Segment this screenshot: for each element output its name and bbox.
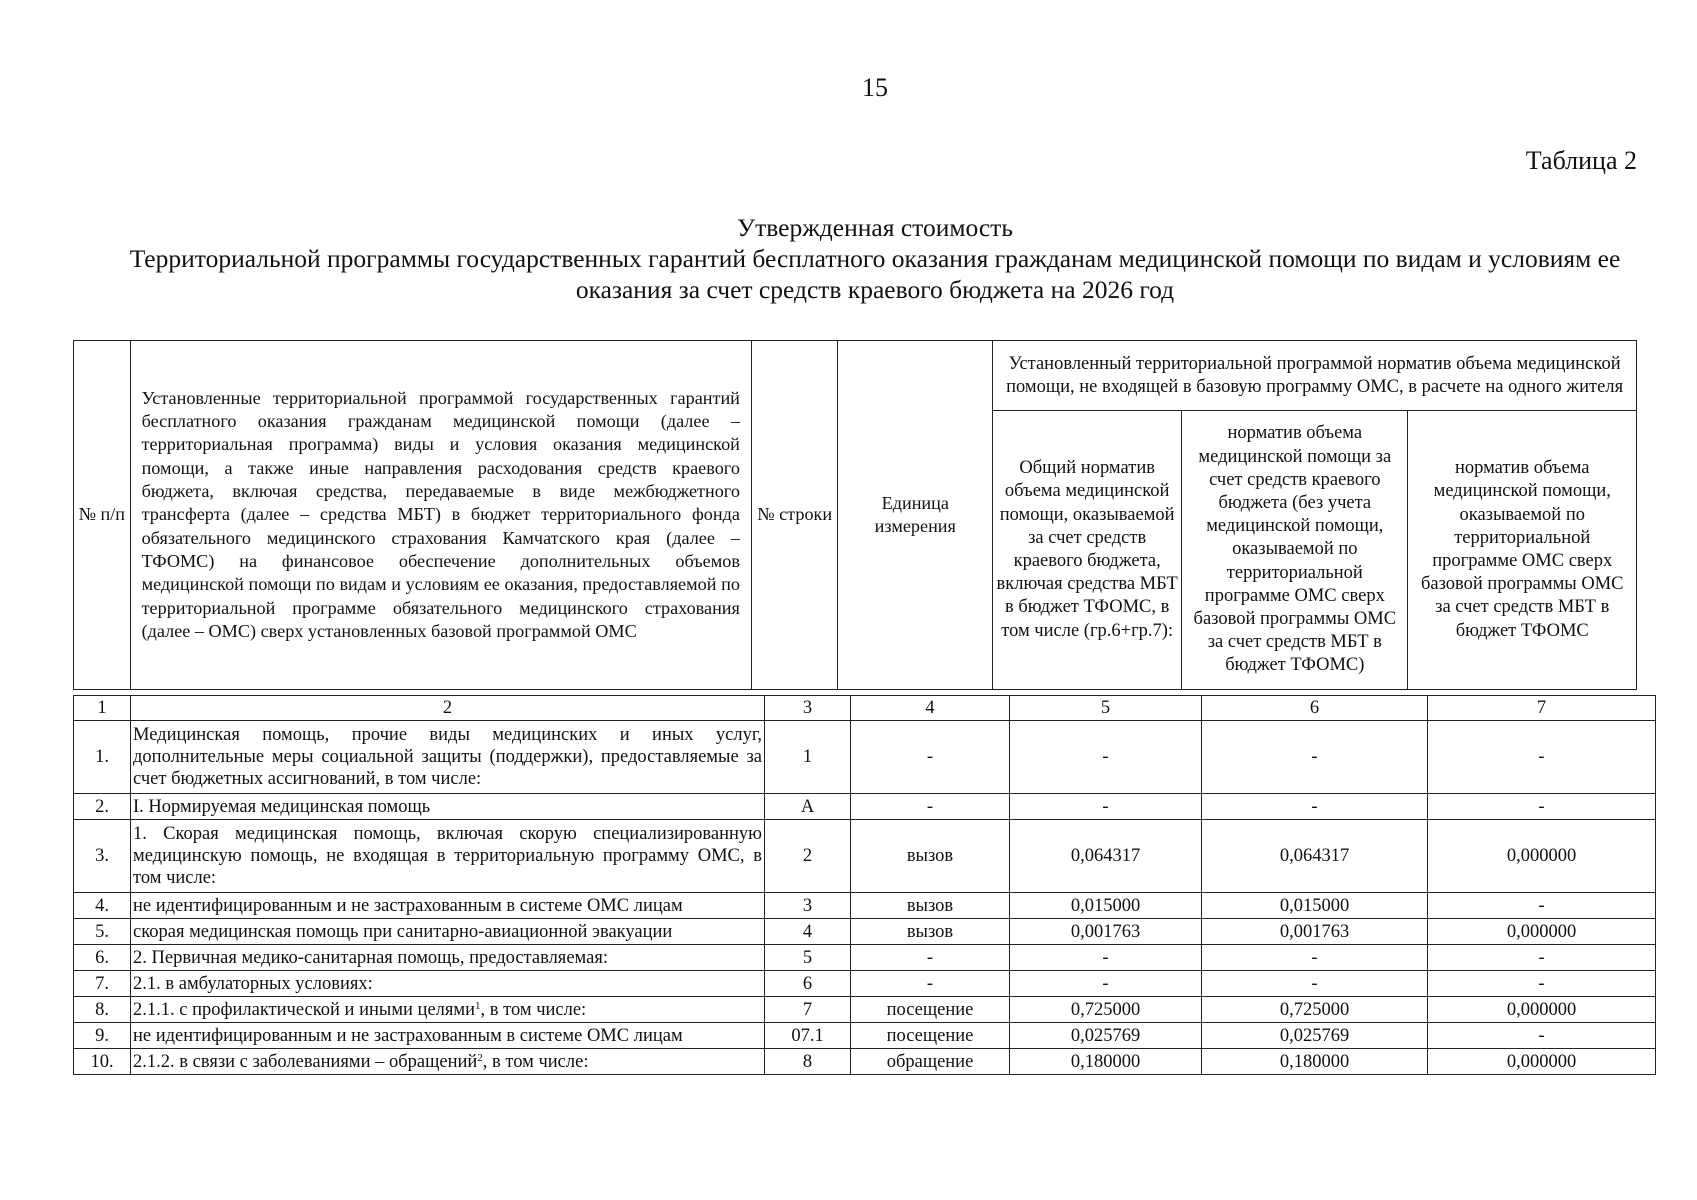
cell-unit: - bbox=[851, 971, 1010, 997]
table-row bbox=[74, 945, 1656, 971]
cell-col5: - bbox=[1010, 721, 1202, 794]
cell-num: 10. bbox=[74, 1049, 131, 1075]
cell-unit: - bbox=[851, 945, 1010, 971]
cell-num: 3. bbox=[74, 820, 131, 893]
cell-line: 1 bbox=[765, 721, 851, 794]
cell-line: 7 bbox=[765, 997, 851, 1023]
cell-col5: - bbox=[1010, 971, 1202, 997]
column-number: 6 bbox=[1202, 696, 1428, 721]
header-col-5: Общий норматив объема медицинской помощи, оказываемой за счет средств краевого бюджета, включая средства МБТ в бюджет ТФОМС, в том числе (гр.6+гр.7): bbox=[993, 411, 1182, 690]
cell-num: 1. bbox=[74, 721, 131, 794]
column-number: 5 bbox=[1010, 696, 1202, 721]
cell-col5: 0,001763 bbox=[1010, 919, 1202, 945]
cell-name bbox=[131, 997, 765, 1023]
header-col-unit: Единица измерения bbox=[838, 341, 993, 690]
table-row bbox=[74, 919, 1656, 945]
cell-name: I. Нормируемая медицинская помощь bbox=[131, 794, 765, 820]
cell-name: 2. Первичная медико-санитарная помощь, предоставляемая: bbox=[131, 945, 765, 971]
cell-name: не идентифицированным и не застрахованным в системе ОМС лицам bbox=[131, 893, 765, 919]
title-line-1: Утвержденная стоимость bbox=[737, 213, 1013, 242]
cell-name-tail: , в том числе: bbox=[482, 1051, 589, 1072]
table-row bbox=[74, 971, 1656, 997]
table-row bbox=[74, 1023, 1656, 1049]
cell-col7: 0,000000 bbox=[1428, 997, 1656, 1023]
cell-col6: 0,015000 bbox=[1202, 893, 1428, 919]
footnote-ref: 2 bbox=[477, 1051, 483, 1064]
cell-line: 4 bbox=[765, 919, 851, 945]
cell-col6: - bbox=[1202, 794, 1428, 820]
cell-col7: - bbox=[1428, 945, 1656, 971]
cell-col6: - bbox=[1202, 721, 1428, 794]
header-col-row: № строки bbox=[751, 341, 837, 690]
header-col-7: норматив объема медицинской помощи, оказываемой по территориальной программе ОМС сверх базовой программы ОМС за счет средств МБТ в бюджет ТФОМС bbox=[1408, 411, 1637, 690]
cell-num: 8. bbox=[74, 997, 131, 1023]
cell-col5: - bbox=[1010, 794, 1202, 820]
cell-name-text: 2.1.1. с профилактической и иными целями bbox=[133, 999, 476, 1020]
table-row bbox=[74, 721, 1656, 794]
cell-col5: - bbox=[1010, 945, 1202, 971]
cell-num: 7. bbox=[74, 971, 131, 997]
cell-line: 2 bbox=[765, 820, 851, 893]
cell-line: 3 bbox=[765, 893, 851, 919]
cell-num: 2. bbox=[74, 794, 131, 820]
cell-line: 8 bbox=[765, 1049, 851, 1075]
cell-col6: 0,064317 bbox=[1202, 820, 1428, 893]
footnote-ref: 1 bbox=[475, 999, 481, 1012]
table-row bbox=[74, 1049, 1656, 1075]
cell-col7: - bbox=[1428, 893, 1656, 919]
cell-num: 6. bbox=[74, 945, 131, 971]
cell-num: 4. bbox=[74, 893, 131, 919]
table-row bbox=[74, 893, 1656, 919]
cell-col6: - bbox=[1202, 971, 1428, 997]
header-col-6: норматив объема медицинской помощи за счет средств краевого бюджета (без учета медицинской помощи, оказываемой по территориальной программе ОМС сверх базовой программы ОМС за счет средств МБТ в бюджет ТФОМС) bbox=[1182, 411, 1408, 690]
table-row bbox=[74, 997, 1656, 1023]
cell-unit: обращение bbox=[851, 1049, 1010, 1075]
table-header bbox=[73, 340, 1637, 690]
cell-col5: 0,725000 bbox=[1010, 997, 1202, 1023]
cell-name: 2.1. в амбулаторных условиях: bbox=[131, 971, 765, 997]
cell-name-text: 2.1.2. в связи с заболеваниями – обращений bbox=[133, 1051, 478, 1072]
cell-num: 5. bbox=[74, 919, 131, 945]
column-number: 7 bbox=[1428, 696, 1656, 721]
document-title bbox=[100, 212, 1650, 305]
cell-unit: - bbox=[851, 794, 1010, 820]
cell-line: 07.1 bbox=[765, 1023, 851, 1049]
header-col-desc: Установленные территориальной программой государственных гарантий бесплатного оказания гражданам медицинской помощи (далее – территориальная программа) виды и условия оказания медицинской помощи, а также иные направления расходования средств краевого бюджета, включая средства, передаваемые в виде межбюджетного трансферта (далее – средства МБТ) в бюджет территориального фонда обязательного медицинского страхования Камчатского края (далее – ТФОМС) на финансовое обеспечение дополнительных объемов медицинской помощи по видам и условиям ее оказания, предоставляемой по территориальной программе обязательного медицинского страхования (далее – ОМС) сверх установленных базовой программой ОМС bbox=[130, 341, 751, 690]
column-numbers-row bbox=[74, 696, 1656, 721]
cell-col6: 0,025769 bbox=[1202, 1023, 1428, 1049]
cell-col6: - bbox=[1202, 945, 1428, 971]
cell-unit: вызов bbox=[851, 820, 1010, 893]
cell-col7: - bbox=[1428, 794, 1656, 820]
cell-name: не идентифицированным и не застрахованным в системе ОМС лицам bbox=[131, 1023, 765, 1049]
cell-col7: 0,000000 bbox=[1428, 919, 1656, 945]
cell-col5: 0,025769 bbox=[1010, 1023, 1202, 1049]
table-row bbox=[74, 794, 1656, 820]
cell-line: 5 bbox=[765, 945, 851, 971]
cell-line: А bbox=[765, 794, 851, 820]
cell-unit: вызов bbox=[851, 893, 1010, 919]
cell-col7: 0,000000 bbox=[1428, 820, 1656, 893]
cell-unit: вызов bbox=[851, 919, 1010, 945]
cell-name: Медицинская помощь, прочие виды медицинских и иных услуг, дополнительные меры социальной защиты (поддержки), предоставляемые за счет бюджетных ассигнований, в том числе: bbox=[131, 721, 765, 794]
cell-col6: 0,725000 bbox=[1202, 997, 1428, 1023]
title-line-2: Территориальной программы государственных гарантий бесплатного оказания гражданам медицинской помощи по видам и условиям ее оказания за счет средств краевого бюджета на 2026 год bbox=[129, 244, 1621, 304]
table-row bbox=[74, 820, 1656, 893]
column-number: 3 bbox=[765, 696, 851, 721]
table-label: Таблица 2 bbox=[1525, 146, 1637, 175]
header-col-num: № п/п bbox=[74, 341, 131, 690]
cell-unit: посещение bbox=[851, 997, 1010, 1023]
cell-unit: посещение bbox=[851, 1023, 1010, 1049]
cell-name: 1. Скорая медицинская помощь, включая скорую специализированную медицинскую помощь, не входящая в территориальную программу ОМС, в том числе: bbox=[131, 820, 765, 893]
cell-name-tail: , в том числе: bbox=[480, 999, 587, 1020]
page-number: 15 bbox=[862, 73, 888, 102]
cell-name bbox=[131, 1049, 765, 1075]
header-norm-group: Установленный территориальной программой норматив объема медицинской помощи, не входящей в базовую программу ОМС, в расчете на одного жителя bbox=[993, 341, 1637, 411]
column-number: 2 bbox=[131, 696, 765, 721]
cell-col7: - bbox=[1428, 721, 1656, 794]
cell-col5: 0,064317 bbox=[1010, 820, 1202, 893]
table-body bbox=[73, 695, 1656, 1075]
cell-col7: - bbox=[1428, 1023, 1656, 1049]
cell-col7: 0,000000 bbox=[1428, 1049, 1656, 1075]
cell-col5: 0,180000 bbox=[1010, 1049, 1202, 1075]
column-number: 4 bbox=[851, 696, 1010, 721]
cell-col5: 0,015000 bbox=[1010, 893, 1202, 919]
cell-num: 9. bbox=[74, 1023, 131, 1049]
cell-col7: - bbox=[1428, 971, 1656, 997]
cell-name: скорая медицинская помощь при санитарно-авиационной эвакуации bbox=[131, 919, 765, 945]
cell-line: 6 bbox=[765, 971, 851, 997]
cell-unit: - bbox=[851, 721, 1010, 794]
column-number: 1 bbox=[74, 696, 131, 721]
cell-col6: 0,001763 bbox=[1202, 919, 1428, 945]
cell-col6: 0,180000 bbox=[1202, 1049, 1428, 1075]
